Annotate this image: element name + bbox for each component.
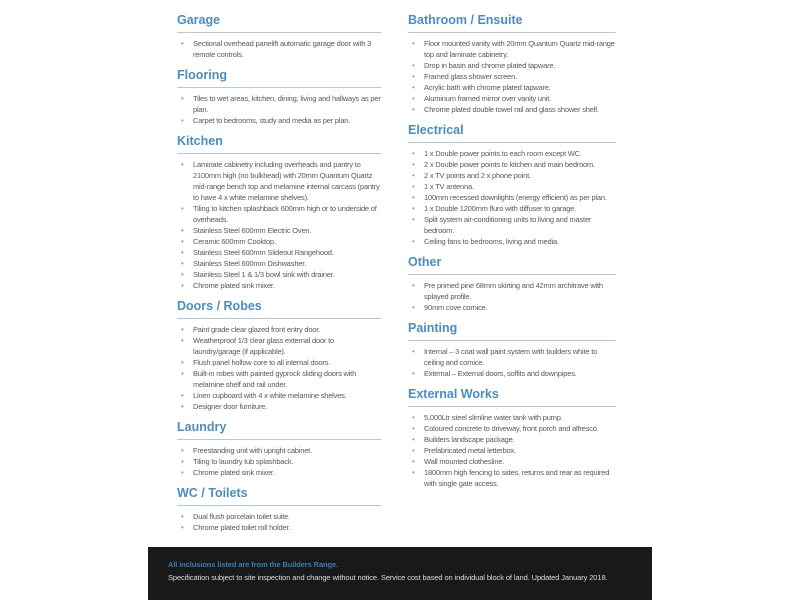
list-item [177, 280, 381, 291]
bullet-icon: • [412, 413, 415, 422]
list-item-text: Designer door furniture. [193, 402, 267, 411]
list-item [177, 38, 381, 60]
list-item-text: Aluminum framed mirror over vanity unit. [424, 94, 552, 103]
list-item [177, 269, 381, 280]
list-item-text: 1 x TV antenna. [424, 182, 474, 191]
section-kitchen [177, 134, 381, 291]
bullet-icon: • [412, 303, 415, 312]
bullet-icon: • [412, 215, 415, 224]
column-right [408, 0, 616, 489]
bullet-icon: • [181, 204, 184, 213]
list-item [177, 247, 381, 258]
section-flooring [177, 68, 381, 126]
list-item [177, 511, 381, 522]
bullet-icon: • [181, 259, 184, 268]
list-item [408, 71, 616, 82]
list-item-text: Flush panel hollow core to all internal doors. [193, 358, 331, 367]
list-item-text: Floor mounted vanity with 20mm Quantum Quartz mid-range top and laminate cabinetry. [424, 39, 615, 59]
item-list [177, 445, 381, 478]
list-item-text: Stainless Steel 600mm Dishwasher. [193, 259, 307, 268]
list-item-text: 5,000Ltr steel slimline water tank with pump. [424, 413, 563, 422]
section-divider [177, 505, 381, 506]
list-item [408, 412, 616, 423]
list-item [408, 346, 616, 368]
list-item-text: Wall mounted clothesline. [424, 457, 505, 466]
list-item-text: Internal – 3 coat wall paint system with builders white to ceiling and cornice. [424, 347, 598, 367]
list-item [408, 456, 616, 467]
list-item-text: Tiling to laundry tub splashback. [193, 457, 294, 466]
list-item [408, 445, 616, 456]
list-item [177, 390, 381, 401]
bullet-icon: • [412, 149, 415, 158]
bullet-icon: • [412, 171, 415, 180]
bullet-icon: • [412, 160, 415, 169]
section-title: Garage [177, 13, 221, 27]
bullet-icon: • [181, 457, 184, 466]
list-item [408, 60, 616, 71]
section-title: Doors / Robes [177, 299, 262, 313]
section-title: Painting [408, 321, 458, 335]
list-item-text: Chrome plated double towel rail and glass shower shelf. [424, 105, 599, 114]
section-title: External Works [408, 387, 499, 401]
bullet-icon: • [181, 523, 184, 532]
list-item-text: 100mm recessed downlights (energy efficient) as per plan. [424, 193, 607, 202]
bullet-icon: • [181, 446, 184, 455]
bullet-icon: • [412, 468, 415, 477]
bullet-icon: • [412, 204, 415, 213]
bullet-icon: • [181, 512, 184, 521]
list-item [408, 302, 616, 313]
list-item-text: External – External doors, soffits and downpipes. [424, 369, 577, 378]
section-garage [177, 13, 381, 60]
list-item [408, 170, 616, 181]
list-item-text: 2 x TV points and 2 x phone point. [424, 171, 531, 180]
bullet-icon: • [412, 182, 415, 191]
list-item-text: Stainless Steel 600mm Slideout Rangehood. [193, 248, 334, 257]
section-divider [408, 274, 616, 275]
list-item-text: Sectional overhead panelift automatic garage door with 3 remote controls. [193, 39, 372, 59]
list-item-text: Built-in robes with painted gyprock sliding doors with melamine shelf and rail under. [193, 369, 357, 389]
list-item-text: 1800mm high fencing to sides, returns and rear as required with single gate access. [424, 468, 610, 488]
section-divider [177, 153, 381, 154]
item-list [177, 159, 381, 291]
list-item [408, 203, 616, 214]
inclusions-list [148, 0, 652, 533]
bullet-icon: • [181, 281, 184, 290]
list-item-text: Framed glass shower screen. [424, 72, 517, 81]
section-title: Electrical [408, 123, 464, 137]
list-item-text: Laminate cabinetry including overheads and pantry to 2100mm high (no bulkhead) with 20mm Quantum Quartz mid-range bench top and melamine internal carcass (pantry to have 4 x white melamine shelves). [193, 160, 380, 202]
section-wc-toilets [177, 486, 381, 533]
list-item [177, 93, 381, 115]
section-divider [177, 32, 381, 33]
list-item-text: Paint grade clear glazed front entry door. [193, 325, 321, 334]
section-divider [408, 142, 616, 143]
list-item [408, 82, 616, 93]
list-item-text: Carpet to bedrooms, study and media as per plan. [193, 116, 351, 125]
bullet-icon: • [181, 248, 184, 257]
list-item-text: Coloured concrete to driveway, front porch and alfresco. [424, 424, 599, 433]
bullet-icon: • [412, 39, 415, 48]
list-item [177, 445, 381, 456]
item-list [177, 324, 381, 412]
list-item-text: Ceramic 600mm Cooktop. [193, 237, 276, 246]
bullet-icon: • [181, 237, 184, 246]
bullet-icon: • [412, 105, 415, 114]
list-item-text: Pre primed pine 68mm skirting and 42mm architrave with splayed profile. [424, 281, 603, 301]
bullet-icon: • [181, 226, 184, 235]
list-item-text: Tiles to wet areas, kitchen, dining, living and hallways as per plan. [193, 94, 381, 114]
list-item [408, 423, 616, 434]
list-item [177, 258, 381, 269]
list-item-text: Drop in basin and chrome plated tapware. [424, 61, 556, 70]
list-item [177, 324, 381, 335]
bullet-icon: • [412, 94, 415, 103]
bullet-icon: • [412, 347, 415, 356]
list-item-text: 1 x Double 1200mm fluro with diffuser to garage. [424, 204, 577, 213]
list-item [408, 104, 616, 115]
list-item-text: Dual flush porcelain toilet suite. [193, 512, 291, 521]
section-title: Flooring [177, 68, 227, 82]
section-electrical [408, 123, 616, 247]
section-title: Kitchen [177, 134, 223, 148]
bullet-icon: • [181, 468, 184, 477]
bullet-icon: • [412, 61, 415, 70]
list-item [177, 225, 381, 236]
section-title: Bathroom / Ensuite [408, 13, 523, 27]
bullet-icon: • [181, 94, 184, 103]
bullet-icon: • [181, 358, 184, 367]
item-list [177, 511, 381, 533]
item-list [408, 148, 616, 247]
list-item [408, 214, 616, 236]
item-list [408, 412, 616, 489]
item-list [408, 280, 616, 313]
section-title: Laundry [177, 420, 227, 434]
list-item [177, 357, 381, 368]
footer-disclaimer: Specification subject to site inspection and change without notice. Service cost based on individual block of land. Updated January 2018. [168, 572, 608, 582]
list-item-text: Builders landscape package. [424, 435, 515, 444]
list-item [408, 148, 616, 159]
list-item-text: Stainless Steel 1 & 1/3 bowl sink with drainer. [193, 270, 335, 279]
list-item-text: Prefabricated metal letterbox. [424, 446, 516, 455]
list-item-text: 90mm cove cornice. [424, 303, 488, 312]
bullet-icon: • [181, 116, 184, 125]
bullet-icon: • [412, 457, 415, 466]
footer-bar [148, 547, 652, 600]
list-item [177, 115, 381, 126]
item-list [177, 38, 381, 60]
list-item-text: Freestanding unit with upright cabinet. [193, 446, 312, 455]
bullet-icon: • [181, 391, 184, 400]
section-painting [408, 321, 616, 379]
bullet-icon: • [181, 336, 184, 345]
list-item-text: Chrome plated toilet roll holder. [193, 523, 291, 532]
list-item-text: 2 x Double power points to kitchen and main bedroom. [424, 160, 595, 169]
section-title: WC / Toilets [177, 486, 248, 500]
bullet-icon: • [412, 83, 415, 92]
bullet-icon: • [181, 160, 184, 169]
section-bathroom-ensuite [408, 13, 616, 115]
list-item [177, 467, 381, 478]
list-item-text: Linen cupboard with 4 x white melamine shelves. [193, 391, 347, 400]
list-item [177, 368, 381, 390]
bullet-icon: • [412, 193, 415, 202]
item-list [408, 38, 616, 115]
list-item-text: Weatherproof 1/3 clear glass external door to laundry/garage (if applicable). [193, 336, 334, 356]
list-item [177, 159, 381, 203]
list-item [408, 368, 616, 379]
bullet-icon: • [181, 369, 184, 378]
list-item-text: Ceiling fans to bedrooms, living and media. [424, 237, 559, 246]
list-item [408, 181, 616, 192]
section-title: Other [408, 255, 442, 269]
bullet-icon: • [412, 369, 415, 378]
list-item [177, 522, 381, 533]
list-item [177, 203, 381, 225]
section-doors-robes [177, 299, 381, 412]
list-item [408, 192, 616, 203]
bullet-icon: • [412, 446, 415, 455]
bullet-icon: • [181, 270, 184, 279]
section-laundry [177, 420, 381, 478]
section-other [408, 255, 616, 313]
section-divider [408, 406, 616, 407]
list-item [408, 236, 616, 247]
list-item [408, 93, 616, 104]
section-divider [177, 87, 381, 88]
item-list [177, 93, 381, 126]
list-item [408, 434, 616, 445]
list-item-text: Acrylic bath with chrome plated tapware. [424, 83, 551, 92]
list-item [177, 236, 381, 247]
list-item [177, 335, 381, 357]
list-item-text: Chrome plated sink mixer. [193, 468, 275, 477]
bullet-icon: • [412, 435, 415, 444]
section-divider [177, 318, 381, 319]
column-left [177, 0, 381, 533]
bullet-icon: • [181, 402, 184, 411]
bullet-icon: • [412, 72, 415, 81]
list-item [408, 159, 616, 170]
bullet-icon: • [181, 325, 184, 334]
section-divider [177, 439, 381, 440]
list-item-text: Chrome plated sink mixer. [193, 281, 275, 290]
section-divider [408, 32, 616, 33]
bullet-icon: • [412, 281, 415, 290]
item-list [408, 346, 616, 379]
list-item [408, 280, 616, 302]
list-item [177, 456, 381, 467]
bullet-icon: • [412, 237, 415, 246]
section-external-works [408, 387, 616, 489]
bullet-icon: • [412, 424, 415, 433]
list-item [408, 38, 616, 60]
list-item [177, 401, 381, 412]
list-item [408, 467, 616, 489]
section-divider [408, 340, 616, 341]
list-item-text: Tiling to kitchen splashback 600mm high or to underside of overheads. [193, 204, 377, 224]
list-item-text: Stainless Steel 600mm Electric Oven. [193, 226, 312, 235]
bullet-icon: • [181, 39, 184, 48]
footer-highlight-note: All inclusions listed are from the Builders Range. [168, 560, 339, 569]
list-item-text: Split system air-conditioning units to living and master bedroom. [424, 215, 592, 235]
list-item-text: 1 x Double power points to each room except WC. [424, 149, 582, 158]
